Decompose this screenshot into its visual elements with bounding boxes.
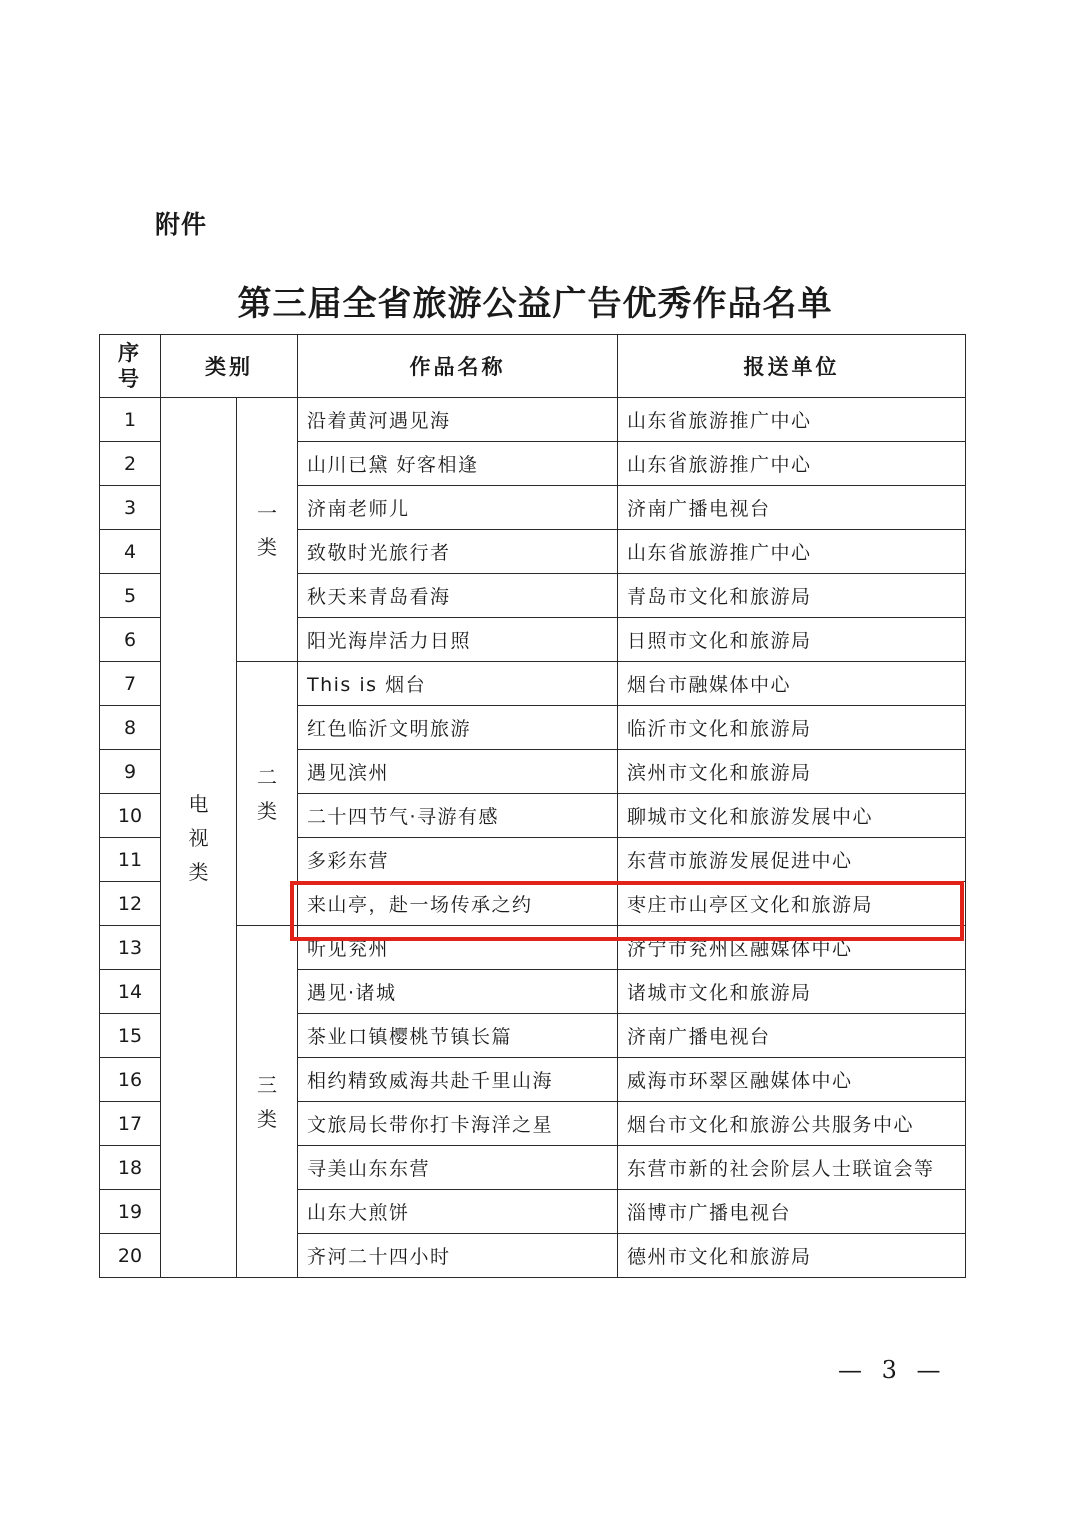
document-title: 第三届全省旅游公益广告优秀作品名单 [237, 284, 833, 324]
submitting-unit: 山东省旅游推广中心 [618, 530, 966, 574]
work-name: 秋天来青岛看海 [298, 574, 618, 618]
work-name: 红色临沂文明旅游 [298, 706, 618, 750]
row-number: 1 [100, 398, 161, 442]
work-name: 沿着黄河遇见海 [298, 398, 618, 442]
row-number: 20 [100, 1234, 161, 1278]
work-name: 山东大煎饼 [298, 1190, 618, 1234]
work-name: 听见兖州 [298, 926, 618, 970]
work-name: 致敬时光旅行者 [298, 530, 618, 574]
submitting-unit: 聊城市文化和旅游发展中心 [618, 794, 966, 838]
submitting-unit: 日照市文化和旅游局 [618, 618, 966, 662]
table-header [100, 335, 966, 398]
row-number: 5 [100, 574, 161, 618]
submitting-unit: 临沂市文化和旅游局 [618, 706, 966, 750]
subcategory-label: 三类 [257, 1072, 277, 1131]
header-num: 序号 [100, 335, 161, 398]
row-number: 2 [100, 442, 161, 486]
row-number: 14 [100, 970, 161, 1014]
submitting-unit: 山东省旅游推广中心 [618, 398, 966, 442]
work-name: 多彩东营 [298, 838, 618, 882]
header-category: 类别 [161, 335, 298, 398]
submitting-unit: 诸城市文化和旅游局 [618, 970, 966, 1014]
row-number: 3 [100, 486, 161, 530]
subcategory-label: 一类 [257, 500, 277, 559]
work-name: 山川已黛 好客相逢 [298, 442, 618, 486]
work-name: 遇见滨州 [298, 750, 618, 794]
row-number: 4 [100, 530, 161, 574]
submitting-unit: 济宁市兖州区融媒体中心 [618, 926, 966, 970]
work-name: 遇见·诸城 [298, 970, 618, 1014]
table-row [100, 398, 966, 442]
work-name: 来山亭，赴一场传承之约 [298, 882, 618, 926]
award-list-table [99, 334, 966, 1278]
work-name: 二十四节气·寻游有感 [298, 794, 618, 838]
submitting-unit: 淄博市广播电视台 [618, 1190, 966, 1234]
work-name: 寻美山东东营 [298, 1146, 618, 1190]
header-row [100, 335, 966, 398]
work-name: 相约精致威海共赴千里山海 [298, 1058, 618, 1102]
row-number: 15 [100, 1014, 161, 1058]
work-name: 齐河二十四小时 [298, 1234, 618, 1278]
row-number: 8 [100, 706, 161, 750]
row-number: 12 [100, 882, 161, 926]
header-work-name: 作品名称 [298, 335, 618, 398]
submitting-unit: 东营市旅游发展促进中心 [618, 838, 966, 882]
work-name: 茶业口镇樱桃节镇长篇 [298, 1014, 618, 1058]
row-number: 7 [100, 662, 161, 706]
submitting-unit: 山东省旅游推广中心 [618, 442, 966, 486]
row-number: 13 [100, 926, 161, 970]
submitting-unit: 滨州市文化和旅游局 [618, 750, 966, 794]
page-number: — 3 — [838, 1356, 947, 1384]
submitting-unit: 济南广播电视台 [618, 1014, 966, 1058]
submitting-unit: 东营市新的社会阶层人士联谊会等 [618, 1146, 966, 1190]
submitting-unit: 烟台市融媒体中心 [618, 662, 966, 706]
submitting-unit: 枣庄市山亭区文化和旅游局 [618, 882, 966, 926]
work-name: 济南老师儿 [298, 486, 618, 530]
submitting-unit: 德州市文化和旅游局 [618, 1234, 966, 1278]
work-name: This is 烟台 [298, 662, 618, 706]
subcategory-cell [237, 662, 298, 926]
category-cell [161, 398, 237, 1278]
row-number: 17 [100, 1102, 161, 1146]
row-number: 18 [100, 1146, 161, 1190]
table-body [100, 398, 966, 1278]
submitting-unit: 烟台市文化和旅游公共服务中心 [618, 1102, 966, 1146]
subcategory-cell [237, 398, 298, 662]
subcategory-label: 二类 [257, 764, 277, 823]
work-name: 文旅局长带你打卡海洋之星 [298, 1102, 618, 1146]
submitting-unit: 威海市环翠区融媒体中心 [618, 1058, 966, 1102]
submitting-unit: 青岛市文化和旅游局 [618, 574, 966, 618]
row-number: 6 [100, 618, 161, 662]
work-name: 阳光海岸活力日照 [298, 618, 618, 662]
subcategory-cell [237, 926, 298, 1278]
category-label: 电视类 [188, 791, 209, 884]
row-number: 9 [100, 750, 161, 794]
row-number: 10 [100, 794, 161, 838]
header-unit: 报送单位 [618, 335, 966, 398]
submitting-unit: 济南广播电视台 [618, 486, 966, 530]
row-number: 11 [100, 838, 161, 882]
row-number: 16 [100, 1058, 161, 1102]
row-number: 19 [100, 1190, 161, 1234]
attachment-label: 附件 [155, 210, 208, 239]
